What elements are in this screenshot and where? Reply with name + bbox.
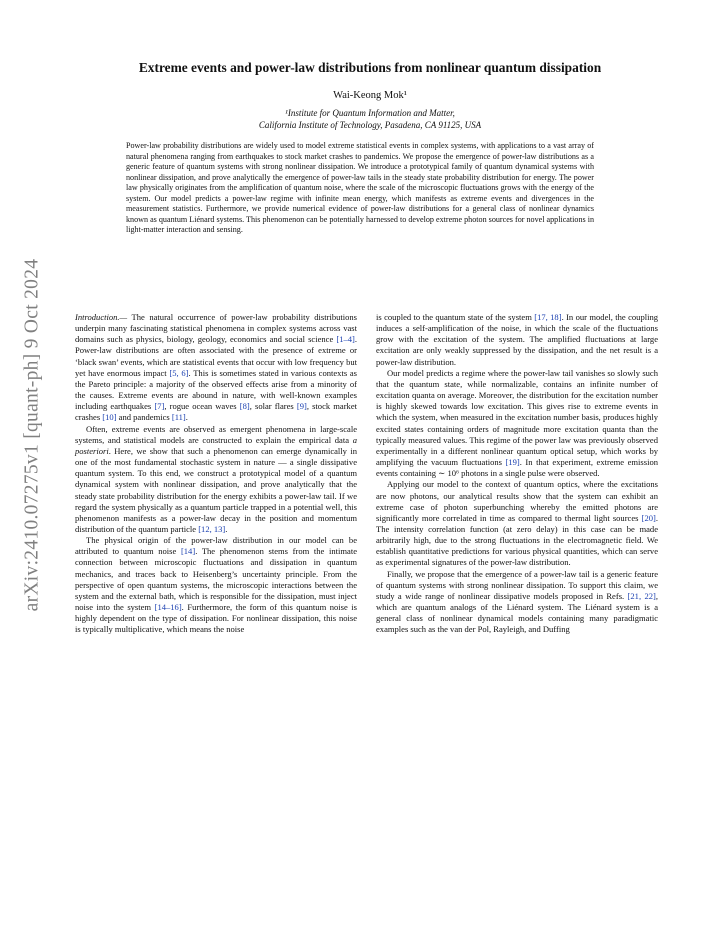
citation-link[interactable]: [12, 13]	[198, 523, 226, 534]
citation-link[interactable]: [1–4]	[336, 334, 355, 345]
citation-link[interactable]: [10]	[102, 412, 117, 423]
paragraph-coupling	[376, 312, 658, 368]
citation-link[interactable]: [20]	[641, 512, 656, 523]
text-run: .	[185, 412, 188, 423]
citation-link[interactable]: [7]	[154, 401, 165, 412]
text-run: The natural occurrence of power-law probability distributions underpin many fascinating statistical phenomena in complex systems across vast domains such as physics, biology, geology, economics and social science	[75, 312, 357, 345]
column-left	[75, 312, 357, 636]
citation-link[interactable]: [14–16]	[154, 602, 182, 613]
citation-link[interactable]: [8]	[239, 401, 250, 412]
arxiv-stamp	[12, 200, 52, 670]
affiliation-line-1: ¹Institute for Quantum Information and Matter,	[285, 108, 455, 118]
text-run: , rogue ocean waves	[164, 401, 240, 412]
text-run: , which are quantum analogs of the Liénard system. The Liénard system is a general class of nonlinear dynamical models containing many paradigmatic examples such as the van der Pol, Rayleigh, and Duffing	[376, 590, 658, 635]
text-run: Our model predicts a regime where the power-law tail vanishes so slowly such that the quantum state, while normalizable, contains an infinite number of excitation quanta on average. Moreover, the distribution for the excitation number is highly skewed towards low excitation. This gives rise to extreme events in which the system, when measured in the excitation number basis, produces highly excited states containing orders of magnitude more excitation quanta than the typically measured values. This regime of the power law was previously observed experimentally in a different nonlinear quantum optical setup, which works by amplifying the vacuum fluctuations	[376, 367, 658, 468]
italic-phrase: a posteriori	[75, 434, 357, 456]
text-run: , solar flares	[249, 401, 297, 412]
citation-link[interactable]: [17, 18]	[534, 312, 562, 322]
affiliation-line-2: California Institute of Technology, Pasadena, CA 91125, USA	[258, 119, 482, 130]
abstract: Power-law probability distributions are widely used to model extreme statistical events in complex systems, with applications to a vast array of natural phenomena ranging from earthquakes to stock market crashes to pandemics. We propose the emergence of power-law distributions as a generic feature of quantum systems with strong nonlinear dissipation. We introduce a prototypical family of quantum dynamical systems with nonlinear dissipation, and prove analytically the emergence of power-law tails in the steady state probability distribution for energy. The power law physically originates from the amplification of quantum noise, where the scale of the microscopic fluctuations grows with the energy of the system. Our model predicts a power-law regime with infinite mean energy, which manifests as extreme events and divergences in the measurement statistics. Furthermore, we provide numerical evidence of power-law distributions for a general class of nonlinear dynamics known as quantum Liénard systems. This phenomenon can be potentially harnessed to develop extreme photon sources for novel applications in light-matter interaction and sensing.	[126, 141, 594, 234]
citation-link[interactable]: [11]	[171, 412, 186, 423]
text-run: Applying our model to the context of quantum optics, where the excitations are now photons, our analytical results show that the system can exhibit an extreme case of photon superbunching whereby the emitted photons are significantly more correlated in time as compared to thermal light sources	[376, 479, 658, 523]
affiliation	[60, 108, 680, 131]
text-run: The physical origin of the power-law distribution in our model can be attributed to quantum noise	[75, 535, 357, 557]
section-lead: Introduction.—	[75, 312, 128, 322]
citation-link[interactable]: [14]	[180, 546, 196, 557]
text-run: . The phenomenon stems from the intimate connection between microscopic fluctuations and dissipation in quantum mechanics, and traces back to Heisenberg’s uncertainty principle. From the perspective of open quantum systems, the microscopic interactions between the system and the external bath, which is responsible for the dissipation, must inject noise into the system	[75, 546, 357, 613]
paragraph-emergent	[75, 424, 357, 536]
citation-link[interactable]: [9]	[296, 401, 307, 412]
author-list: Wai-Keong Mok¹	[333, 90, 407, 101]
text-run: .	[225, 523, 228, 534]
text-run: . In that experiment, extreme emission events containing ∼ 10⁶ photons in a single pulse were observed.	[376, 457, 658, 479]
text-run: . Power-law distributions are often associated with the presence of extreme or ‘black swan’ events, which are statistical events that occur with low frequency but yet have enormous impact	[75, 334, 357, 378]
citation-link[interactable]: [19]	[505, 457, 520, 468]
paragraph-lienard	[376, 569, 658, 636]
paragraph-regime	[376, 368, 658, 480]
text-run: . The intensity correlation function (at zero delay) in this case can be made arbitrarily high, due to the strong fluctuations in the electromagnetic field. We establish quantitative predictions for various physical quantities, which can serve as experimental signatures of the power-law distribution.	[376, 512, 658, 568]
text-run: is coupled to the quantum state of the system	[376, 312, 535, 322]
text-run: , stock market crashes	[75, 401, 357, 423]
text-run: Often, extreme events are observed as emergent phenomena in large-scale systems, and statistical models are constructed to explain the empirical data	[75, 423, 357, 445]
citation-link[interactable]: [21, 22]	[627, 590, 656, 601]
paragraph-introduction	[75, 312, 357, 424]
text-run: . This is sometimes stated in various contexts as the Pareto principle: a majority of the observed effects arise from a minority of the causes. Extreme events are abound in nature, with well-known examples including earthquakes	[75, 367, 357, 412]
text-run: and pandemics	[116, 412, 172, 423]
text-run: . Here, we show that such a phenomenon can emerge dynamically in one of the most fundamental stochastic system in nature — a single dissipative quantum system. To this end, we construct a prototypical model of a quantum dynamical system with nonlinear dissipation, and prove analytically that the steady state probability distribution for the energy exhibits a power-law tail. If we regard the system physically as a quantum particle trapped in a potential well, this phenomenon manifests as a power-law decay in the position and momentum distribution of the quantum particle	[75, 445, 357, 534]
citation-link[interactable]: [5, 6]	[169, 367, 189, 378]
paragraph-origin	[75, 535, 357, 635]
text-run: . In our model, the coupling induces a self-amplification of the noise, in which the scale of the fluctuations grow with the excitation of the system. The amplified fluctuations at large excitation are only weakly suppressed by the dissipation, and the net result is a power-law distribution.	[376, 312, 659, 367]
paragraph-optics	[376, 479, 658, 568]
text-run: Finally, we propose that the emergence of a power-law tail is a generic feature of quantum systems with strong nonlinear dissipation. To support this claim, we study a wide range of nonlinear dissipative models proposed in Refs.	[376, 568, 658, 601]
text-run: . Furthermore, the form of this quantum noise is highly dependent on the type of dissipation. For nonlinear dissipation, this noise is typically multiplicative, which means the noise	[75, 602, 357, 635]
arxiv-identifier: arXiv:2410.07275v1 [quant-ph] 9 Oct 2024	[21, 258, 42, 612]
column-right	[376, 312, 658, 636]
paper-title: Extreme events and power-law distributions from nonlinear quantum dissipation	[138, 60, 602, 75]
